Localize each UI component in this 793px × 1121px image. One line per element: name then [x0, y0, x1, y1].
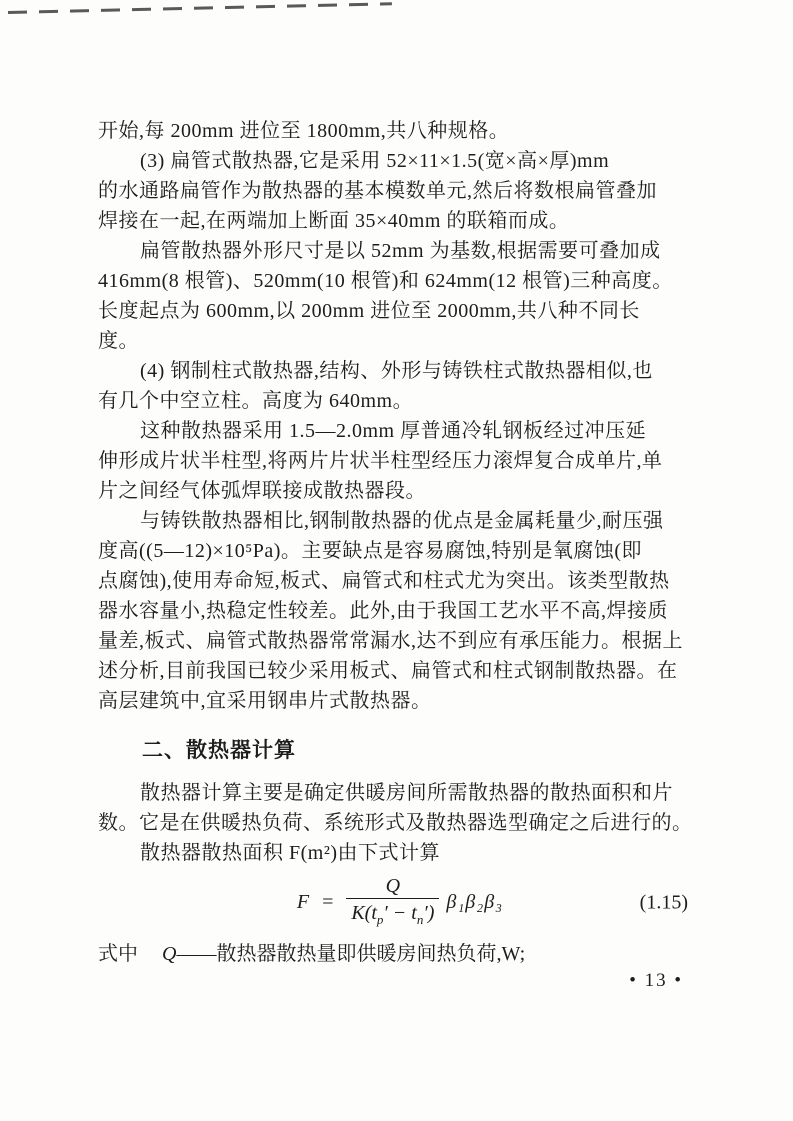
body-line: 器水容量小,热稳定性较差。此外,由于我国工艺水平不高,焊接质 [98, 600, 668, 622]
where-description: 散热器散热量即供暖房间热负荷,W; [216, 943, 526, 965]
scan-binding-marks [8, 2, 392, 14]
section-line: 散热器散热面积 F(m²)由下式计算 [140, 842, 440, 864]
section-heading: 二、散热器计算 [142, 739, 296, 762]
body-line: 点腐蚀),使用寿命短,板式、扁管式和柱式尤为突出。该类型散热 [98, 570, 670, 592]
fraction [346, 874, 439, 933]
body-line: 量差,板式、扁管式散热器常常漏水,达不到应有承压能力。根据上 [98, 630, 683, 652]
body-line: 的水通路扁管作为散热器的基本模数单元,然后将数根扁管叠加 [98, 180, 657, 202]
body-line: 高层建筑中,宜采用钢串片式散热器。 [98, 690, 432, 712]
body-line: 与铸铁散热器相比,钢制散热器的优点是金属耗量少,耐压强 [140, 510, 664, 532]
equation-number: (1.15) [639, 891, 688, 914]
body-line: 有几个中空立柱。高度为 640mm。 [98, 390, 414, 412]
where-variable: Q [162, 943, 177, 965]
body-line: 扁管散热器外形尺寸是以 52mm 为基数,根据需要可叠加成 [140, 240, 661, 262]
denominator-text: K(t [351, 901, 377, 924]
denominator-text: ′ − t [383, 901, 417, 924]
where-clause-line [98, 938, 702, 970]
denominator-text: ′) [423, 901, 435, 924]
body-line: 述分析,目前我国已较少采用板式、扁管式和柱式钢制散热器。在 [98, 660, 678, 682]
beta-coefficients: β₁β₂β₃ [446, 890, 504, 913]
body-line: 长度起点为 600mm,以 200mm 进位至 2000mm,共八种不同长 [98, 300, 640, 322]
body-line: 伸形成片状半柱型,将两片片状半柱型经压力滚焊复合成单片,单 [98, 450, 663, 472]
subscript-p: p [376, 911, 384, 927]
page-number: • 13 • [629, 970, 683, 991]
body-line: (3) 扁管式散热器,它是采用 52×11×1.5(宽×高×厚)mm [140, 150, 610, 172]
fraction-numerator: Q [385, 874, 401, 897]
formula-row [98, 872, 702, 934]
body-line: 度。 [98, 330, 139, 352]
body-line: 度高((5—12)×10⁵Pa)。主要缺点是容易腐蚀,特别是氧腐蚀(即 [98, 540, 643, 562]
section-line: 数。它是在供暖热负荷、系统形式及散热器选型确定之后进行的。 [98, 812, 693, 834]
formula-lhs: F [296, 890, 310, 913]
body-line: 这种散热器采用 1.5—2.0mm 厚普通冷轧钢板经过冲压延 [140, 420, 647, 442]
body-line: 开始,每 200mm 进位至 1800mm,共八种规格。 [98, 120, 510, 142]
body-line: 416mm(8 根管)、520mm(10 根管)和 624mm(12 根管)三种高度。 [98, 270, 673, 292]
where-dash: —— [176, 943, 217, 965]
where-label: 式中 [98, 943, 138, 965]
page-body-text [98, 116, 702, 970]
body-line: 焊接在一起,在两端加上断面 35×40mm 的联箱而成。 [98, 210, 570, 232]
body-line: (4) 钢制柱式散热器,结构、外形与铸铁柱式散热器相似,也 [140, 360, 653, 382]
section-line: 散热器计算主要是确定供暖房间所需散热器的散热面积和片 [140, 782, 673, 804]
equals-sign: = [322, 890, 334, 913]
fraction-denominator [346, 898, 439, 933]
subscript-n: n [416, 911, 424, 927]
body-line: 片之间经气体弧焊联接成散热器段。 [98, 480, 426, 502]
formula-1-15 [297, 874, 503, 933]
